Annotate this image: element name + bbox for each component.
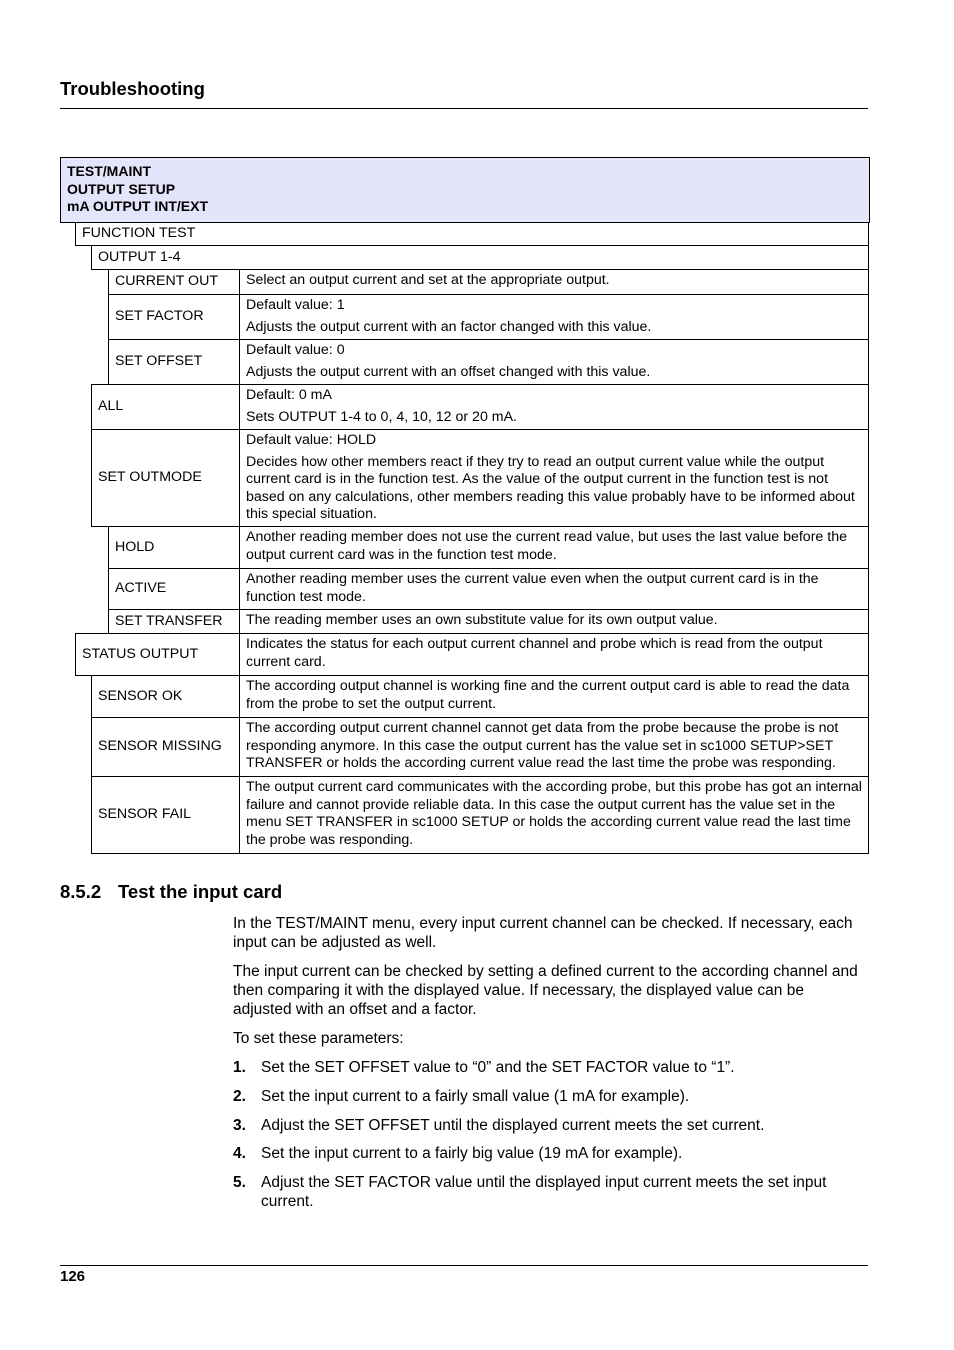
row-label-set-offset [108, 339, 240, 385]
row-label-status-output [75, 633, 240, 676]
description-text: Decides how other members react if they try to read an output current value while the output current card is in the function test. As the value of the output current in the function test is not based on any calculations, other members reading this value probably have to be informed about this special situation. [246, 453, 855, 523]
row-desc-set-outmode [239, 429, 869, 527]
page-header-title: Troubleshooting [60, 78, 205, 99]
footer-rule [60, 1265, 868, 1266]
description-text: The according output channel is working fine and the current output card is able to read the data from the probe to set the output current. [246, 678, 850, 712]
list-item [233, 1087, 863, 1106]
step-number: 3. [233, 1117, 246, 1134]
row-desc-set-transfer [239, 609, 869, 634]
row-label: FUNCTION TEST [82, 225, 196, 242]
row-label: STATUS OUTPUT [82, 645, 199, 662]
description-text: Default value: HOLD [246, 432, 377, 448]
row-label-sensor-fail [91, 776, 240, 854]
row-label-set-outmode [91, 429, 240, 527]
step-text: Adjust the SET OFFSET until the displayed current meets the set current. [261, 1117, 765, 1134]
list-item [233, 1116, 863, 1135]
row-label: SENSOR OK [98, 687, 183, 704]
row-desc-active [239, 568, 869, 610]
step-number: 1. [233, 1059, 246, 1076]
row-desc-all [239, 384, 869, 430]
paragraph: In the TEST/MAINT menu, every input current channel can be checked. If necessary, each input can be adjusted as well. [233, 915, 853, 952]
row-label: SET FACTOR [115, 308, 204, 325]
row-desc-current-out [239, 269, 869, 295]
row-label: HOLD [115, 538, 155, 555]
row-label-all [91, 384, 240, 430]
section-heading [60, 881, 282, 903]
description-text: The output current card communicates with the according probe, but this probe has got an internal failure and cannot provide reliable data. In this case the output current has the value set in the menu SET TRANSFER in sc1000 SETUP or holds the according current value read the last time the probe was responding. [246, 779, 862, 848]
row-desc-sensor-fail [239, 776, 869, 854]
description-text: Adjusts the output current with an offset changed with this value. [246, 363, 651, 380]
description-text: Sets OUTPUT 1-4 to 0, 4, 10, 12 or 20 mA. [246, 408, 517, 425]
row-label: SET OUTMODE [98, 469, 202, 486]
row-label-sensor-ok [91, 675, 240, 718]
row-label: SET OFFSET [115, 353, 203, 370]
row-label-hold [108, 526, 240, 569]
step-number: 2. [233, 1088, 246, 1105]
row-label-current-out [108, 269, 240, 295]
menu-path-header [60, 157, 870, 223]
description-text: The according output current channel cannot get data from the probe because the probe is not responding anymore. In this case the output current has the value set in sc1000 SETUP>SET TRANSFER or holds the according current value read the last time the probe was responding. [246, 720, 839, 772]
description-text: Default value: 0 [246, 342, 345, 358]
row-label: SENSOR FAIL [98, 806, 192, 823]
row-label-sensor-missing [91, 717, 240, 777]
row-label-set-transfer [108, 609, 240, 634]
section-number: 8.5.2 [60, 881, 102, 902]
step-text: Adjust the SET FACTOR value until the displayed input current meets the set input current. [261, 1174, 827, 1211]
row-label: SET TRANSFER [115, 612, 223, 629]
page-number: 126 [60, 1268, 86, 1285]
step-text: Set the input current to a fairly small value (1 mA for example). [261, 1088, 690, 1105]
step-text: Set the SET OFFSET value to “0” and the SET FACTOR value to “1”. [261, 1059, 735, 1076]
description-text: Another reading member does not use the current read value, but uses the last value before the output current card was in the function test mode. [246, 529, 847, 563]
row-label: OUTPUT 1-4 [98, 248, 181, 265]
description-text: Select an output current and set at the appropriate output. [246, 272, 610, 288]
row-desc-set-factor [239, 294, 869, 340]
row-label: SENSOR MISSING [98, 738, 222, 755]
menu-path-item: TEST/MAINT [67, 163, 151, 179]
row-label-active [108, 568, 240, 610]
paragraph: To set these parameters: [233, 1030, 404, 1047]
table-row-function-test [75, 222, 869, 246]
menu-path-item: OUTPUT SETUP [67, 180, 176, 197]
row-desc-status-output [239, 633, 869, 676]
paragraph: The input current can be checked by setting a defined current to the according channel and then comparing it with the displayed value. If necessary, the displayed value can be adjusted with an offset and a factor. [233, 963, 858, 1019]
menu-path-item: mA OUTPUT INT/EXT [67, 198, 209, 215]
row-label: CURRENT OUT [115, 273, 218, 290]
header-rule [60, 108, 868, 109]
row-label: ACTIVE [115, 580, 167, 597]
row-desc-sensor-missing [239, 717, 869, 777]
row-desc-sensor-ok [239, 675, 869, 718]
row-desc-hold [239, 526, 869, 569]
row-desc-set-offset [239, 339, 869, 385]
list-item [233, 1144, 863, 1163]
step-text: Set the input current to a fairly big value (19 mA for example). [261, 1145, 683, 1162]
description-text: The reading member uses an own substitute value for its own output value. [246, 612, 718, 628]
list-item [233, 1058, 863, 1077]
step-number: 4. [233, 1145, 246, 1162]
description-text: Default: 0 mA [246, 387, 332, 403]
description-text: Indicates the status for each output current channel and probe which is read from the output current card. [246, 636, 823, 670]
row-label-set-factor [108, 294, 240, 340]
step-number: 5. [233, 1174, 246, 1191]
list-item [233, 1173, 863, 1211]
section-title: Test the input card [118, 881, 283, 902]
description-text: Adjusts the output current with an factor changed with this value. [246, 318, 652, 335]
description-text: Another reading member uses the current value even when the output current card is in the function test mode. [246, 571, 819, 605]
table-row-output-1-4 [91, 245, 869, 270]
description-text: Default value: 1 [246, 297, 345, 313]
row-label: ALL [98, 398, 124, 415]
